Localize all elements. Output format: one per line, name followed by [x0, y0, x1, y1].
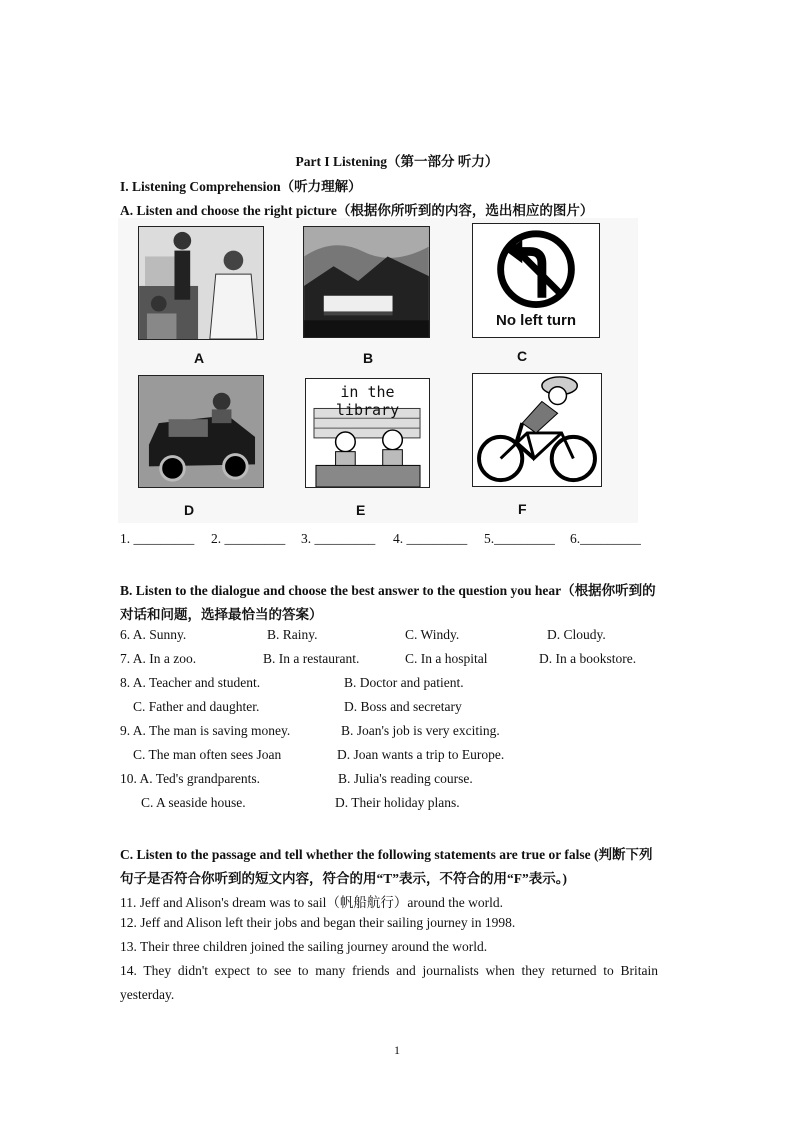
- hospital-illustration: [139, 227, 263, 339]
- statement-13: 13. Their three children joined the sailing journey around the world.: [120, 939, 488, 954]
- page-number: 1: [394, 1043, 400, 1057]
- picture-letter-a: A: [194, 350, 205, 366]
- landscape-illustration: [304, 227, 429, 337]
- statement-14-line2: yesterday.: [120, 987, 175, 1002]
- statement-11: 11. Jeff and Alison's dream was to sail（帆船航行）around the world.: [120, 895, 504, 910]
- statement-12: 12. Jeff and Alison left their jobs and began their sailing journey in 1998.: [120, 915, 516, 930]
- q7-option-c[interactable]: C. In a hospital: [405, 651, 488, 666]
- q10-option-d[interactable]: D. Their holiday plans.: [335, 795, 460, 810]
- sign-caption: No left turn: [496, 312, 576, 329]
- section-c-title-line2: 句子是否符合你听到的短文内容，符合的用“T”表示，不符合的用“F”表示。): [120, 871, 567, 886]
- q6-option-b[interactable]: B. Rainy.: [267, 627, 318, 642]
- picture-e-library: [305, 378, 430, 488]
- picture-letter-b: B: [363, 350, 374, 366]
- section-c-title-line1: C. Listen to the passage and tell whether the following statements are true or false (判断下列: [120, 847, 653, 862]
- car-illustration: [139, 376, 263, 487]
- q7-option-a[interactable]: 7. A. In a zoo.: [120, 651, 197, 666]
- q10-option-b[interactable]: B. Julia's reading course.: [338, 771, 473, 786]
- q8-option-d[interactable]: D. Boss and secretary: [344, 699, 462, 714]
- picture-letter-d: D: [184, 502, 195, 518]
- picture-c-sign: [472, 223, 600, 338]
- picture-f-cyclist: [472, 373, 602, 487]
- q8-option-c[interactable]: C. Father and daughter.: [133, 699, 260, 714]
- section-a-title: A. Listen and choose the right picture（根据你所听到的内容，选出相应的图片）: [120, 203, 594, 218]
- q8-option-a[interactable]: 8. A. Teacher and student.: [120, 675, 261, 690]
- answer-blank-1[interactable]: 1. _________: [120, 531, 195, 546]
- cyclist-illustration: [473, 374, 601, 486]
- answer-blank-3[interactable]: 3. _________: [301, 531, 376, 546]
- statement-14-line1: 14. They didn't expect to see to many friends and journalists when they returned to Britain: [120, 963, 658, 978]
- q8-option-b[interactable]: B. Doctor and patient.: [344, 675, 464, 690]
- picture-d-car: [138, 375, 264, 488]
- q6-option-a[interactable]: 6. A. Sunny.: [120, 627, 187, 642]
- answer-blank-5[interactable]: 5._________: [484, 531, 555, 546]
- picture-letter-e: E: [356, 502, 366, 518]
- answer-blank-6[interactable]: 6._________: [570, 531, 641, 546]
- section-b-title-line2: 对话和问题，选择最恰当的答案）: [120, 607, 323, 622]
- q10-option-a[interactable]: 10. A. Ted's grandparents.: [120, 771, 260, 786]
- q9-option-c[interactable]: C. The man often sees Joan: [133, 747, 282, 762]
- q7-option-b[interactable]: B. In a restaurant.: [263, 651, 360, 666]
- q9-option-d[interactable]: D. Joan wants a trip to Europe.: [337, 747, 505, 762]
- picture-letter-c: C: [517, 348, 528, 364]
- picture-letter-f: F: [518, 501, 527, 517]
- answer-blank-2[interactable]: 2. _________: [211, 531, 286, 546]
- q9-option-b[interactable]: B. Joan's job is very exciting.: [341, 723, 500, 738]
- answer-blank-4[interactable]: 4. _________: [393, 531, 468, 546]
- section-title: I. Listening Comprehension（听力理解）: [120, 179, 362, 194]
- part-title: Part I Listening（第一部分 听力）: [295, 154, 499, 169]
- q6-option-d[interactable]: D. Cloudy.: [547, 627, 606, 642]
- q10-option-c[interactable]: C. A seaside house.: [141, 795, 246, 810]
- q6-option-c[interactable]: C. Windy.: [405, 627, 460, 642]
- q7-option-d[interactable]: D. In a bookstore.: [539, 651, 637, 666]
- picture-b-landscape: [303, 226, 430, 338]
- section-b-title-line1: B. Listen to the dialogue and choose the best answer to the question you hear（根据你听到的: [120, 583, 656, 598]
- library-caption: in the library: [335, 383, 400, 419]
- q9-option-a[interactable]: 9. A. The man is saving money.: [120, 723, 291, 738]
- picture-a-hospital: [138, 226, 264, 340]
